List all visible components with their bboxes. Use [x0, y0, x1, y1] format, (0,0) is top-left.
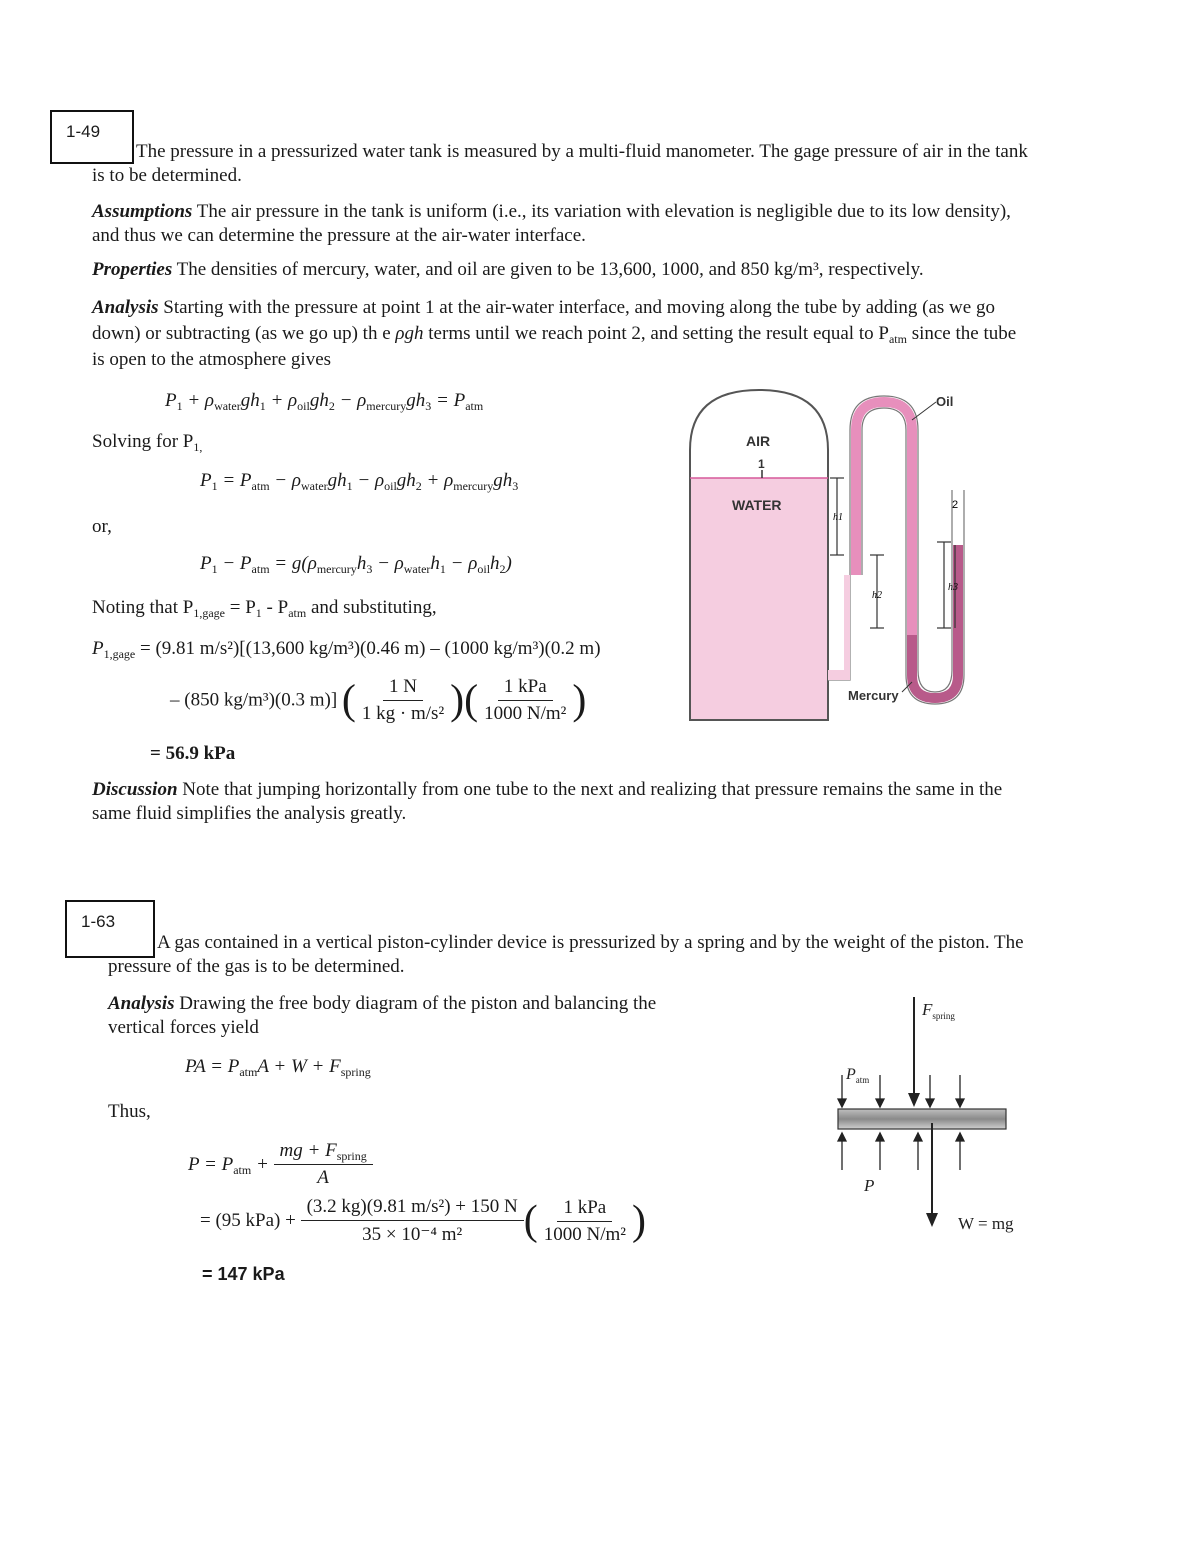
- frac2-den: 1000 N/m²: [484, 703, 567, 724]
- mercury-label: Mercury: [848, 688, 899, 703]
- h2-label: h2: [872, 590, 882, 601]
- point-2-label: 2: [952, 499, 959, 511]
- frac2-num: 1 kPa: [498, 676, 553, 701]
- f-spring-label: $F_{spring}$: [922, 1000, 955, 1021]
- problem-number-box: [50, 110, 134, 164]
- equation-balance: $P_1 + \rho_{water}gh_1 + \rho_{oil}gh_2 - \rho_{mercury}gh_3 = P_{atm}$: [165, 390, 484, 413]
- problem2-intro-cont: pressure of the gas is to be determined.: [108, 956, 405, 977]
- discussion-paragraph: Discussion Note that jumping horizontally from one tube to the next and realizing that pressure remains the same in the same fluid simplifies the analysis greatly.: [92, 779, 1003, 824]
- mercury-tube: [912, 545, 958, 698]
- h3-label: h3: [948, 582, 958, 593]
- force-balance-equation: PA = $P_{atm}A + W + F_{spring}$: [185, 1056, 371, 1079]
- result-1: = 56.9 kPa: [150, 743, 236, 764]
- thus-text: Thus,: [108, 1101, 151, 1122]
- equation-gage: $P_1 - P_{atm} = g(\rho_{mercury}h_3 - \rho_{water}h_1 - \rho_{oil}h_2)$: [200, 553, 512, 576]
- problem2-analysis-label: Analysis: [108, 993, 175, 1014]
- spring-force-arrowhead: [908, 1093, 920, 1107]
- problem-number-box-2: [65, 900, 155, 958]
- point-1-label: 1: [758, 457, 765, 471]
- pressure-substitution: = (95 kPa) + $\frac{\text{(3.2 kg)(9.81 m/s²) + 150 N}}{\text{35 × 10⁻⁴ m²}}$ ( $\frac{\text{1 kPa}}{\text{1000 N/m²}}$ ): [200, 1196, 646, 1245]
- oil-tube: [856, 402, 912, 640]
- problem2-analysis: Analysis Drawing the free body diagram of the piston and balancing the vertical forces yield: [108, 993, 657, 1038]
- problem2-intro: A gas contained in a vertical piston-cylinder device is pressurized by a spring and by the weight of the piston. The: [157, 932, 1024, 953]
- weight-label: W = mg: [958, 1214, 1014, 1233]
- water-label: WATER: [732, 497, 782, 513]
- h1-label: h1: [833, 512, 843, 523]
- p-arrows: [838, 1133, 964, 1170]
- assumptions-paragraph: Assumptions The air pressure in the tank is uniform (i.e., its variation with elevation is negligible due to its low density), and thus we can determine the pressure at the air-water interface.: [92, 201, 1011, 246]
- analysis-paragraph: Analysis Starting with the pressure at point 1 at the air-water interface, and moving along the tube by adding (as we go down) or subtracting (as we go up) th e ρgh terms until we reach point 2, and setting the result equal to $P_{atm}$ since the tube is open to the atmosphere gives: [92, 297, 1017, 370]
- problem-intro: The pressure in a pressurized water tank is measured by a multi-fluid manometer. The gage pressure of air in the tank: [136, 141, 1028, 162]
- weight-arrowhead: [926, 1213, 938, 1227]
- oil-leader: [912, 402, 936, 420]
- analysis-label: Analysis: [92, 297, 159, 318]
- oil-label: Oil: [936, 394, 954, 409]
- tube-outline-outer: [850, 396, 952, 692]
- assumptions-label: Assumptions: [92, 201, 193, 222]
- air-label: AIR: [746, 433, 771, 449]
- eq2-conv-den: 1000 N/m²: [543, 1223, 626, 1245]
- problem-number: 1-49: [66, 122, 101, 141]
- p-atm-label: $P_{atm}$: [846, 1066, 870, 1085]
- problem-intro-cont: is to be determined.: [92, 165, 242, 186]
- tank-connector-fill: [828, 575, 850, 680]
- properties-paragraph: Properties The densities of mercury, water, and oil are given to be 13,600, 1000, and 850 kg/m³, respectively.: [92, 259, 924, 280]
- equation-solved: $P_1 = P_{atm} - \rho_{water}gh_1 - \rho_{oil}gh_2 + \rho_{mercury}gh_3$: [200, 470, 519, 493]
- noting-text: Noting that $P_{1,gage} = P_1 - P_{atm}$ and substituting,: [92, 597, 437, 620]
- p-label: P: [864, 1176, 875, 1195]
- problem-number-2: 1-63: [81, 912, 116, 931]
- pressure-formula: $P = P_{atm}$ + $\frac{mg + F_{spring}}{A}$: [188, 1140, 373, 1189]
- or-text: or,: [92, 516, 112, 537]
- tank-water: [690, 478, 828, 720]
- frac1-den: 1 kg · m/s²: [361, 703, 445, 724]
- eq2-conv-num: 1 kPa: [557, 1197, 612, 1222]
- result-2: = 147 kPa: [202, 1264, 285, 1284]
- substitution-line-2: – (850 kg/m³)(0.3 m)] ( $\frac{1 N}{\text{1 kg · m/s²}}$ )( $\frac{\text{1 kPa}}{\text{1000 N/m²}}$ ): [170, 676, 587, 724]
- piston-fbd-diagram: [830, 995, 1050, 1245]
- eq2-den: 35 × 10⁻⁴ m²: [362, 1224, 463, 1245]
- piston: [838, 1109, 1006, 1129]
- discussion-label: Discussion: [92, 779, 178, 800]
- manometer-diagram: [680, 380, 1010, 730]
- properties-label: Properties: [92, 259, 173, 280]
- substitution-line-1: $P_{1,gage} = (9.81$ m/s²)[(13,600 kg/m³)(0.46 m) – (1000 kg/m³)(0.2 m): [92, 638, 601, 661]
- eq2-num: (3.2 kg)(9.81 m/s²) + 150 N: [301, 1196, 524, 1221]
- solving-for: Solving for $P_{1,}$: [92, 431, 203, 454]
- frac1-num: 1 N: [383, 676, 423, 701]
